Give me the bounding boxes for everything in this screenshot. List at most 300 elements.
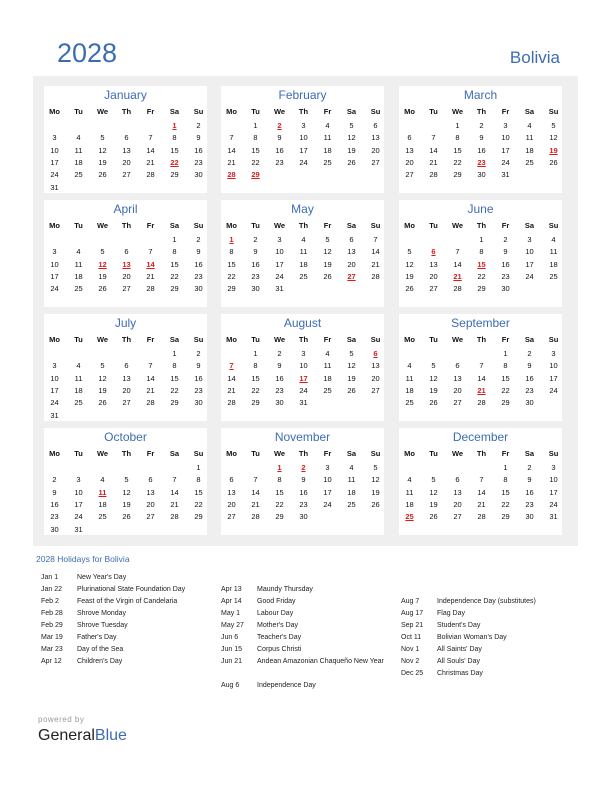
day-cell: 6 — [373, 349, 378, 358]
weekday-header: Sa — [346, 335, 357, 344]
month-june — [399, 200, 562, 307]
day-cell: 13 — [122, 145, 131, 155]
day-cell: 7 — [431, 133, 436, 143]
weekday-header: Fr — [501, 221, 510, 230]
day-cell: 12 — [429, 487, 438, 497]
day-cell: 16 — [50, 499, 59, 509]
day-cell: 12 — [122, 487, 131, 497]
month-may — [221, 200, 384, 307]
weekday-header: Th — [298, 335, 309, 344]
day-cell: 6 — [349, 235, 354, 244]
day-cell: 15 — [251, 373, 260, 383]
month-name: August — [283, 316, 322, 330]
weekday-header: Th — [298, 107, 309, 116]
day-cell: 25 — [323, 157, 332, 167]
day-cell: 8 — [172, 361, 177, 371]
day-cell: 5 — [124, 475, 129, 485]
day-cell: 8 — [503, 361, 508, 371]
day-cell: 17 — [549, 487, 558, 497]
holiday-date: Aug 7 — [401, 598, 420, 605]
day-cell: 30 — [194, 284, 203, 294]
day-cell: 6 — [455, 475, 460, 485]
day-cell: 26 — [549, 157, 558, 167]
day-cell: 23 — [275, 385, 284, 395]
holidays-title: 2028 Holidays for Bolivia — [36, 554, 130, 564]
day-cell: 4 — [407, 361, 412, 371]
day-cell: 18 — [74, 385, 83, 395]
weekday-header: Th — [476, 449, 487, 458]
day-cell: 20 — [122, 157, 131, 167]
day-cell: 28 — [227, 398, 236, 408]
holiday-name: All Souls' Day — [437, 658, 480, 665]
day-cell: 11 — [74, 145, 83, 155]
day-cell: 26 — [98, 284, 107, 294]
day-cell: 1 — [503, 349, 508, 358]
day-cell: 3 — [551, 349, 556, 358]
day-cell: 12 — [323, 247, 332, 257]
day-cell: 27 — [227, 512, 236, 522]
weekday-header: We — [96, 221, 109, 230]
day-cell: 21 — [251, 499, 260, 509]
month-september — [399, 314, 562, 421]
day-cell: 19 — [429, 385, 438, 395]
weekday-header: Fr — [501, 449, 510, 458]
day-cell: 28 — [146, 398, 155, 408]
day-cell: 9 — [479, 133, 484, 143]
month-february — [221, 86, 384, 193]
day-cell: 10 — [549, 361, 558, 371]
weekday-header: Tu — [74, 107, 83, 116]
day-cell: 12 — [549, 133, 558, 143]
brand-general: General — [38, 727, 95, 744]
holiday-name: Shrove Monday — [77, 610, 127, 617]
day-cell: 29 — [453, 170, 462, 180]
day-cell: 13 — [405, 145, 414, 155]
day-cell: 3 — [325, 463, 330, 472]
weekday-header: Sa — [169, 221, 180, 230]
day-cell: 20 — [122, 271, 131, 281]
day-cell: 8 — [253, 361, 258, 371]
weekday-header: Th — [121, 221, 132, 230]
day-cell: 11 — [74, 373, 83, 383]
day-cell: 2 — [277, 349, 282, 358]
brand-logo — [38, 727, 127, 745]
day-cell: 2 — [301, 463, 306, 472]
day-cell: 20 — [122, 385, 131, 395]
holiday-name: All Saints' Day — [437, 646, 482, 653]
day-cell: 29 — [251, 398, 260, 408]
day-cell: 10 — [323, 475, 332, 485]
month-name: July — [114, 316, 137, 330]
day-cell: 20 — [347, 259, 356, 269]
day-cell: 14 — [251, 487, 260, 497]
weekday-header: Tu — [251, 335, 260, 344]
day-cell: 4 — [325, 349, 330, 358]
day-cell: 22 — [170, 157, 179, 167]
weekday-header: Mo — [404, 221, 415, 230]
day-cell: 18 — [525, 145, 534, 155]
weekday-header: Th — [298, 221, 309, 230]
weekday-header: Su — [370, 107, 381, 116]
day-cell: 1 — [172, 235, 177, 244]
day-cell: 23 — [525, 385, 534, 395]
day-cell: 16 — [275, 373, 284, 383]
day-cell: 2 — [253, 235, 258, 244]
weekday-header: Tu — [429, 335, 438, 344]
day-cell: 16 — [194, 259, 203, 269]
weekday-header: We — [273, 107, 286, 116]
day-cell: 26 — [347, 157, 356, 167]
holiday-date: Nov 2 — [401, 658, 420, 665]
day-cell: 29 — [170, 284, 179, 294]
holiday-date: Mar 23 — [41, 646, 63, 653]
weekday-header: Fr — [146, 107, 155, 116]
weekday-header: Su — [193, 335, 204, 344]
day-cell: 24 — [323, 499, 332, 509]
weekday-header: Mo — [226, 107, 237, 116]
weekday-header: Tu — [251, 107, 260, 116]
day-cell: 5 — [100, 247, 105, 257]
day-cell: 8 — [253, 133, 258, 143]
day-cell: 23 — [525, 499, 534, 509]
day-cell: 30 — [50, 524, 59, 534]
day-cell: 3 — [301, 121, 306, 130]
holiday-date: Feb 29 — [41, 622, 63, 629]
weekday-header: Su — [370, 449, 381, 458]
day-cell: 24 — [50, 398, 59, 408]
month-october — [44, 428, 207, 535]
day-cell: 2 — [196, 235, 201, 244]
day-cell: 24 — [549, 385, 558, 395]
day-cell: 27 — [429, 284, 438, 294]
day-cell: 10 — [50, 145, 59, 155]
day-cell: 27 — [122, 398, 131, 408]
day-cell: 18 — [323, 145, 332, 155]
weekday-header: Mo — [226, 449, 237, 458]
day-cell: 3 — [551, 463, 556, 472]
day-cell: 16 — [251, 259, 260, 269]
day-cell: 6 — [431, 247, 436, 257]
day-cell: 26 — [429, 398, 438, 408]
day-cell: 21 — [146, 385, 155, 395]
day-cell: 1 — [479, 235, 484, 244]
day-cell: 5 — [373, 463, 378, 472]
holiday-name: Independence Day (substitutes) — [437, 598, 536, 605]
day-cell: 19 — [323, 259, 332, 269]
weekday-header: We — [451, 107, 464, 116]
day-cell: 15 — [170, 259, 179, 269]
holiday-name: Andean Amazonian Chaqueño New Year — [257, 658, 384, 665]
day-cell: 18 — [74, 157, 83, 167]
day-cell: 23 — [194, 157, 203, 167]
day-cell: 18 — [405, 385, 414, 395]
day-cell: 11 — [549, 247, 558, 257]
day-cell: 31 — [501, 170, 510, 180]
day-cell: 5 — [100, 361, 105, 371]
day-cell: 14 — [146, 373, 155, 383]
month-name: April — [113, 202, 138, 216]
day-cell: 27 — [453, 398, 462, 408]
day-cell: 3 — [301, 349, 306, 358]
day-cell: 9 — [503, 247, 508, 257]
weekday-header: Th — [476, 107, 487, 116]
day-cell: 22 — [477, 271, 486, 281]
day-cell: 10 — [275, 247, 284, 257]
day-cell: 30 — [275, 398, 284, 408]
day-cell: 8 — [277, 475, 282, 485]
day-cell: 7 — [172, 475, 177, 485]
weekday-header: Sa — [524, 335, 535, 344]
day-cell: 15 — [194, 487, 203, 497]
day-cell: 29 — [275, 512, 284, 522]
year-title: 2028 — [57, 38, 118, 68]
day-cell: 20 — [371, 145, 380, 155]
day-cell: 27 — [405, 170, 414, 180]
day-cell: 26 — [405, 284, 414, 294]
day-cell: 21 — [227, 385, 236, 395]
day-cell: 14 — [146, 259, 155, 269]
holiday-name: Good Friday — [257, 598, 296, 605]
weekday-header: Tu — [429, 449, 438, 458]
day-cell: 20 — [146, 499, 155, 509]
day-cell: 13 — [227, 487, 236, 497]
day-cell: 17 — [50, 271, 59, 281]
day-cell: 23 — [501, 271, 510, 281]
day-cell: 24 — [299, 157, 308, 167]
day-cell: 13 — [453, 487, 462, 497]
day-cell: 11 — [405, 487, 414, 497]
brand-blue: Blue — [94, 727, 127, 744]
day-cell: 14 — [477, 487, 486, 497]
day-cell: 17 — [549, 373, 558, 383]
day-cell: 6 — [455, 361, 460, 371]
day-cell: 10 — [299, 361, 308, 371]
weekday-header: Su — [548, 335, 559, 344]
weekday-header: Tu — [74, 335, 83, 344]
holiday-date: Apr 14 — [221, 598, 242, 605]
day-cell: 13 — [122, 259, 131, 269]
day-cell: 24 — [50, 284, 59, 294]
day-cell: 25 — [549, 271, 558, 281]
holiday-date: Sep 21 — [401, 622, 424, 629]
day-cell: 18 — [323, 373, 332, 383]
holiday-name: Day of the Sea — [77, 646, 124, 653]
day-cell: 22 — [170, 271, 179, 281]
day-cell: 3 — [527, 235, 532, 244]
country-title: Bolivia — [509, 48, 560, 67]
weekday-header: Sa — [169, 335, 180, 344]
day-cell: 29 — [194, 512, 203, 522]
day-cell: 30 — [525, 398, 534, 408]
day-cell: 13 — [429, 259, 438, 269]
weekday-header: Su — [193, 221, 204, 230]
day-cell: 11 — [299, 247, 308, 257]
day-cell: 10 — [50, 259, 59, 269]
day-cell: 30 — [194, 398, 203, 408]
day-cell: 23 — [299, 499, 308, 509]
weekday-header: Sa — [346, 449, 357, 458]
holiday-date: Feb 2 — [41, 598, 59, 605]
day-cell: 10 — [549, 475, 558, 485]
holiday-name: Mother's Day — [257, 622, 299, 629]
day-cell: 25 — [323, 385, 332, 395]
day-cell: 9 — [527, 475, 532, 485]
day-cell: 23 — [194, 271, 203, 281]
weekday-header: Sa — [524, 107, 535, 116]
day-cell: 21 — [429, 157, 438, 167]
day-cell: 21 — [227, 157, 236, 167]
day-cell: 12 — [347, 133, 356, 143]
day-cell: 14 — [227, 373, 236, 383]
day-cell: 24 — [299, 385, 308, 395]
day-cell: 5 — [431, 361, 436, 371]
day-cell: 2 — [503, 235, 508, 244]
day-cell: 28 — [477, 398, 486, 408]
day-cell: 7 — [229, 133, 234, 143]
weekday-header: Sa — [169, 449, 180, 458]
day-cell: 5 — [349, 349, 354, 358]
month-name: October — [104, 430, 147, 444]
day-cell: 29 — [501, 512, 510, 522]
day-cell: 27 — [453, 512, 462, 522]
day-cell: 2 — [196, 121, 201, 130]
day-cell: 3 — [52, 361, 57, 371]
day-cell: 22 — [453, 157, 462, 167]
day-cell: 5 — [325, 235, 330, 244]
day-cell: 17 — [275, 259, 284, 269]
day-cell: 23 — [50, 512, 59, 522]
holiday-name: Feast of the Virgin of Candelaria — [77, 598, 178, 605]
day-cell: 11 — [98, 487, 107, 497]
weekday-header: Fr — [501, 335, 510, 344]
day-cell: 17 — [299, 145, 308, 155]
day-cell: 18 — [549, 259, 558, 269]
day-cell: 4 — [349, 463, 354, 472]
day-cell: 23 — [275, 157, 284, 167]
day-cell: 26 — [122, 512, 131, 522]
day-cell: 31 — [74, 524, 83, 534]
weekday-header: Su — [193, 449, 204, 458]
weekday-header: Sa — [524, 221, 535, 230]
day-cell: 25 — [299, 271, 308, 281]
month-november — [221, 428, 384, 535]
day-cell: 13 — [371, 133, 380, 143]
weekday-header: Mo — [226, 335, 237, 344]
day-cell: 14 — [429, 145, 438, 155]
day-cell: 14 — [146, 145, 155, 155]
day-cell: 25 — [525, 157, 534, 167]
day-cell: 22 — [170, 385, 179, 395]
weekday-header: Fr — [323, 449, 332, 458]
day-cell: 1 — [196, 463, 201, 472]
weekday-header: Mo — [49, 449, 60, 458]
day-cell: 4 — [100, 475, 105, 485]
day-cell: 29 — [227, 284, 236, 294]
holiday-name: Corpus Christi — [257, 646, 302, 653]
day-cell: 21 — [146, 271, 155, 281]
month-name: January — [104, 88, 147, 102]
holiday-name: Student's Day — [437, 622, 481, 629]
weekday-header: We — [273, 449, 286, 458]
weekday-header: Th — [476, 221, 487, 230]
day-cell: 8 — [229, 247, 234, 257]
day-cell: 8 — [455, 133, 460, 143]
day-cell: 26 — [371, 499, 380, 509]
day-cell: 2 — [527, 349, 532, 358]
powered-by: powered by — [38, 715, 85, 724]
day-cell: 24 — [50, 170, 59, 180]
weekday-header: We — [96, 335, 109, 344]
day-cell: 20 — [227, 499, 236, 509]
weekday-header: Fr — [323, 221, 332, 230]
day-cell: 13 — [146, 487, 155, 497]
day-cell: 28 — [170, 512, 179, 522]
day-cell: 23 — [194, 385, 203, 395]
weekday-header: Tu — [74, 449, 83, 458]
day-cell: 21 — [477, 499, 486, 509]
weekday-header: Tu — [429, 107, 438, 116]
day-cell: 18 — [299, 259, 308, 269]
day-cell: 7 — [148, 247, 153, 257]
day-cell: 17 — [50, 385, 59, 395]
day-cell: 14 — [371, 247, 380, 257]
day-cell: 19 — [122, 499, 131, 509]
holiday-name: Labour Day — [257, 610, 294, 617]
day-cell: 9 — [277, 133, 282, 143]
weekday-header: Su — [548, 107, 559, 116]
day-cell: 20 — [405, 157, 414, 167]
weekday-header: Mo — [49, 335, 60, 344]
day-cell: 15 — [275, 487, 284, 497]
month-july — [44, 314, 207, 421]
weekday-header: We — [451, 449, 464, 458]
day-cell: 9 — [52, 487, 57, 497]
day-cell: 6 — [373, 121, 378, 130]
weekday-header: We — [273, 221, 286, 230]
day-cell: 3 — [503, 121, 508, 130]
day-cell: 2 — [277, 121, 282, 130]
day-cell: 27 — [371, 157, 380, 167]
day-cell: 12 — [429, 373, 438, 383]
day-cell: 13 — [453, 373, 462, 383]
day-cell: 21 — [371, 259, 380, 269]
day-cell: 16 — [477, 145, 486, 155]
day-cell: 12 — [98, 373, 107, 383]
day-cell: 22 — [194, 499, 203, 509]
day-cell: 1 — [253, 121, 258, 130]
holiday-name: Christmas Day — [437, 670, 483, 677]
month-name: February — [278, 88, 327, 102]
day-cell: 6 — [407, 133, 412, 143]
weekday-header: Th — [298, 449, 309, 458]
day-cell: 22 — [227, 271, 236, 281]
day-cell: 16 — [194, 373, 203, 383]
day-cell: 10 — [299, 133, 308, 143]
weekday-header: Fr — [323, 335, 332, 344]
day-cell: 30 — [501, 284, 510, 294]
day-cell: 25 — [98, 512, 107, 522]
day-cell: 6 — [229, 475, 234, 485]
day-cell: 18 — [405, 499, 414, 509]
day-cell: 16 — [299, 487, 308, 497]
holiday-date: Jan 1 — [41, 574, 59, 581]
weekday-header: We — [273, 335, 286, 344]
day-cell: 14 — [453, 259, 462, 269]
weekday-header: Tu — [251, 221, 260, 230]
day-cell: 28 — [146, 284, 155, 294]
weekday-header: Th — [121, 107, 132, 116]
day-cell: 1 — [229, 235, 234, 244]
